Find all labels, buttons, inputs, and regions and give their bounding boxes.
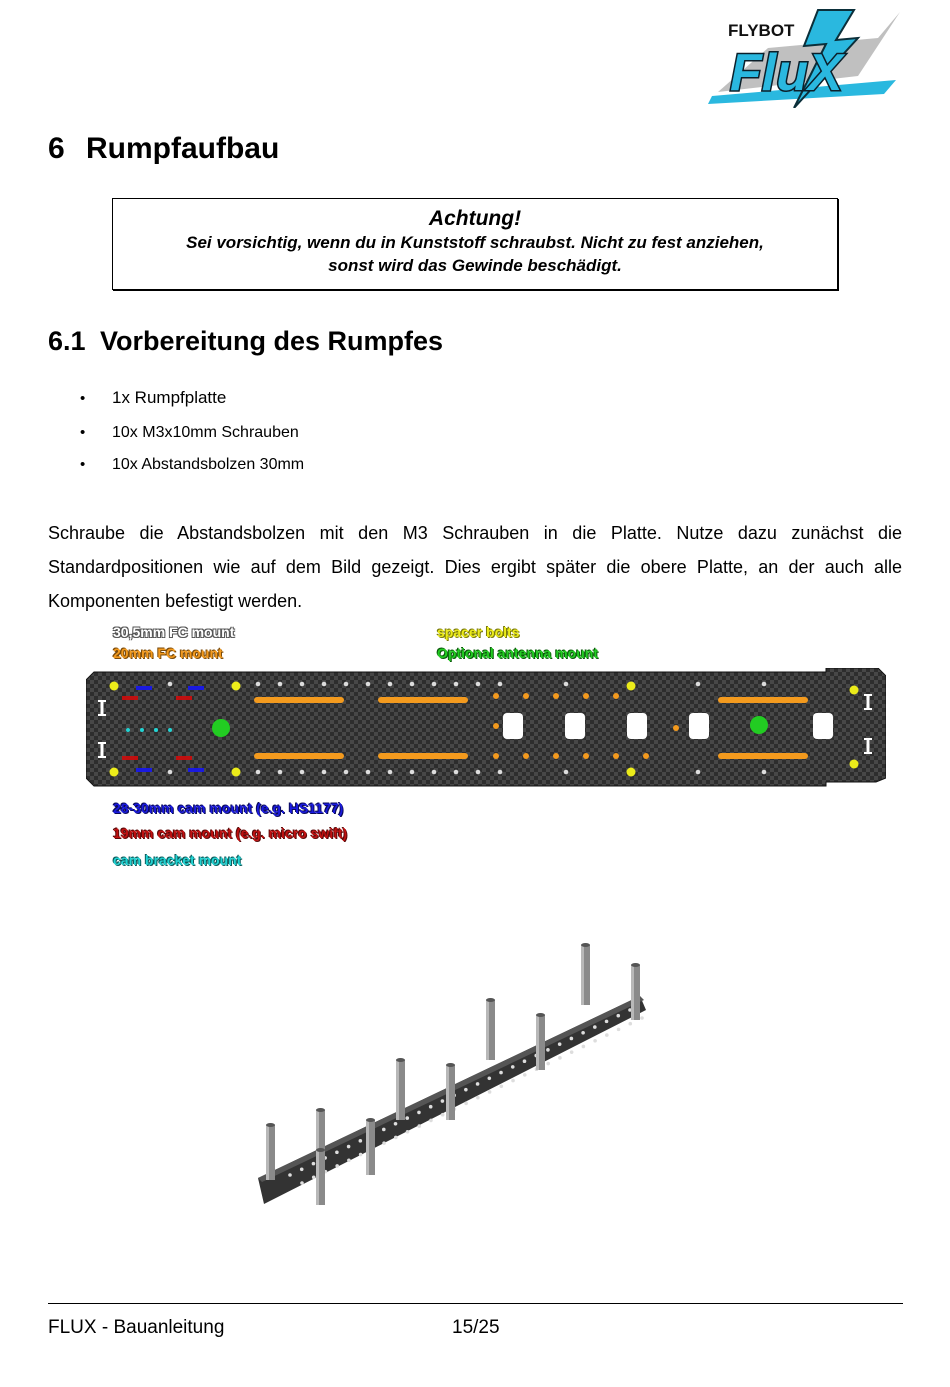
render-hole <box>429 1119 433 1123</box>
page-number: 15/25 <box>452 1317 500 1338</box>
fc20-hole <box>523 693 529 699</box>
render-hole <box>617 1028 621 1032</box>
render-hole <box>523 1059 527 1063</box>
bracket-hole <box>154 728 158 732</box>
render-hole <box>335 1150 339 1154</box>
hole <box>696 682 701 687</box>
render-hole <box>476 1082 480 1086</box>
section-title: Rumpfaufbau <box>86 132 280 165</box>
hole <box>564 770 569 775</box>
render-hole <box>511 1079 515 1083</box>
frame-plate-3d-render <box>250 920 660 1210</box>
spacer-bolt <box>446 1063 455 1067</box>
render-hole <box>570 1037 574 1041</box>
fc20-slot <box>254 753 344 759</box>
render-hole <box>441 1113 445 1117</box>
hole <box>300 682 305 687</box>
hole <box>762 770 767 775</box>
spacer-bolt <box>396 1060 399 1120</box>
frame-plate-top-view <box>86 668 886 790</box>
cutout <box>565 713 585 739</box>
hole <box>498 682 503 687</box>
render-hole <box>488 1090 492 1094</box>
cutout <box>627 713 647 739</box>
bullet-icon: • <box>80 424 86 441</box>
list-item-text: 10x Abstandsbolzen 30mm <box>112 456 305 473</box>
fc30-mount <box>98 714 106 716</box>
bracket-hole <box>140 728 144 732</box>
fc30-mount <box>98 756 106 758</box>
render-hole <box>488 1076 492 1080</box>
fc20-hole <box>523 753 529 759</box>
spacer-bolt <box>316 1108 325 1112</box>
fc20-slot <box>378 753 468 759</box>
render-hole <box>499 1071 503 1075</box>
cam28-mount <box>136 768 152 772</box>
antenna-hole <box>750 716 768 734</box>
cam19-mount <box>176 696 192 700</box>
warning-line-2: sonst wird das Gewinde beschädigt. <box>328 256 622 275</box>
render-hole <box>417 1124 421 1128</box>
spacer-bolts <box>266 943 640 1205</box>
spacer-bolt <box>486 1000 489 1060</box>
hole <box>410 682 415 687</box>
hole <box>454 682 459 687</box>
svg-text:FluX: FluX <box>730 44 843 102</box>
spacer-bolt <box>581 945 584 1005</box>
svg-text:FLYBOT: FLYBOT <box>728 21 795 40</box>
render-hole <box>581 1031 585 1035</box>
fc20-hole <box>493 693 499 699</box>
list-item-text: 1x Rumpfplatte <box>112 388 227 407</box>
hole <box>762 682 767 687</box>
fc20-slot <box>254 697 344 703</box>
fc20-slot <box>378 697 468 703</box>
render-hole <box>405 1116 409 1120</box>
fc30-mount <box>867 738 870 754</box>
render-hole <box>382 1128 386 1132</box>
render-hole <box>464 1102 468 1106</box>
render-hole <box>394 1122 398 1126</box>
render-hole <box>546 1062 550 1066</box>
bracket-hole <box>168 728 172 732</box>
render-hole <box>511 1065 515 1069</box>
cutout <box>503 713 523 739</box>
fc30-mount <box>101 742 104 758</box>
render-hole <box>288 1173 292 1177</box>
spacer-bolt <box>366 1118 375 1122</box>
spacer-hole <box>850 686 859 695</box>
hole <box>476 682 481 687</box>
spacer-hole <box>850 760 859 769</box>
render-hole <box>300 1168 304 1172</box>
render-hole <box>417 1111 421 1115</box>
hole <box>322 682 327 687</box>
hole <box>322 770 327 775</box>
label-19mm-cam-mount: 19mm cam mount (e.g. micro swift) <box>113 825 348 841</box>
fc20-hole <box>583 753 589 759</box>
render-hole <box>546 1048 550 1052</box>
hole <box>388 770 393 775</box>
render-hole <box>500 1084 504 1088</box>
render-hole <box>347 1145 351 1149</box>
fc20-hole <box>583 693 589 699</box>
hole <box>498 770 503 775</box>
hole <box>564 682 569 687</box>
subsection-heading <box>48 326 443 357</box>
spacer-bolt <box>536 1015 539 1070</box>
spacer-bolt <box>631 963 640 967</box>
fc30-mount <box>864 752 872 754</box>
cam19-mount <box>122 756 138 760</box>
cam28-mount <box>188 686 204 690</box>
spacer-hole <box>627 768 636 777</box>
fc20-hole <box>553 693 559 699</box>
flux-logo <box>708 8 904 108</box>
spacer-bolt <box>396 1058 405 1062</box>
hole <box>168 682 173 687</box>
antenna-hole <box>212 719 230 737</box>
hole <box>432 682 437 687</box>
hole <box>454 770 459 775</box>
warning-line-1: Sei vorsichtig, wenn du in Kunststoff schraubst. Nicht zu fest anziehen, <box>186 233 764 252</box>
hole <box>366 770 371 775</box>
fc20-hole <box>553 753 559 759</box>
fc30-mount <box>864 694 872 696</box>
section-heading <box>48 132 279 166</box>
bracket-hole <box>126 728 130 732</box>
hole <box>476 770 481 775</box>
fc30-mount <box>98 742 106 744</box>
cam19-mount <box>176 756 192 760</box>
spacer-bolt <box>486 998 495 1002</box>
subsection-number: 6.1 <box>48 326 86 356</box>
hole <box>256 682 261 687</box>
instruction-paragraph: Schraube die Abstandsbolzen mit den M3 Schrauben in die Platte. Nutze dazu zunächst die Standardpositionen wie auf dem Bild gezeigt. Dies ergibt später die obere Platte, an der auch alle Komponenten befestigt werden. <box>48 523 902 611</box>
fc20-slot <box>718 697 808 703</box>
render-hole <box>394 1136 398 1140</box>
fc20-hole <box>673 725 679 731</box>
spacer-hole <box>232 768 241 777</box>
render-hole <box>558 1056 562 1060</box>
label-30mm-fc-mount: 30,5mm FC mount <box>113 624 235 640</box>
render-hole <box>593 1025 597 1029</box>
render-hole <box>312 1162 316 1166</box>
fc30-mount <box>864 708 872 710</box>
fc20-hole <box>493 753 499 759</box>
fc20-hole <box>643 753 649 759</box>
cutout <box>689 713 709 739</box>
render-hole <box>476 1096 480 1100</box>
hole <box>256 770 261 775</box>
label-20mm-fc-mount: 20mm FC mount <box>113 645 223 661</box>
subsection-title: Vorbereitung des Rumpfes <box>100 326 444 356</box>
footer-title: FLUX - Bauanleitung <box>48 1317 225 1338</box>
spacer-bolt <box>266 1125 269 1180</box>
render-hole <box>359 1139 363 1143</box>
render-hole <box>523 1073 527 1077</box>
render-hole <box>605 1020 609 1024</box>
render-hole <box>570 1050 574 1054</box>
label-spacer-bolts: spacer bolts <box>437 624 520 640</box>
list-item <box>80 388 226 408</box>
hole <box>410 770 415 775</box>
footer-rule <box>48 1303 903 1304</box>
render-hole <box>616 1014 620 1018</box>
spacer-bolt <box>446 1065 449 1120</box>
hole <box>300 770 305 775</box>
list-item <box>80 424 299 442</box>
spacer-hole <box>627 682 636 691</box>
hole <box>388 682 393 687</box>
spacer-bolt <box>581 943 590 947</box>
render-hole <box>429 1105 433 1109</box>
fc20-hole <box>493 723 499 729</box>
spacer-bolt <box>536 1013 545 1017</box>
hole <box>344 770 349 775</box>
render-hole <box>312 1176 316 1180</box>
bullet-icon: • <box>80 456 86 473</box>
spacer-bolt <box>266 1123 275 1127</box>
render-hole <box>605 1033 609 1037</box>
section-number: 6 <box>48 132 65 165</box>
render-hole <box>300 1181 304 1185</box>
fc20-hole <box>613 753 619 759</box>
render-hole <box>558 1042 562 1046</box>
hole <box>696 770 701 775</box>
render-hole <box>382 1141 386 1145</box>
hole <box>278 770 283 775</box>
label-cam-bracket-mount: cam bracket mount <box>113 852 242 868</box>
render-hole <box>582 1045 586 1049</box>
label-antenna-mount: Optional antenna mount <box>437 645 598 661</box>
render-hole <box>593 1039 597 1043</box>
spacer-bolt <box>631 965 634 1020</box>
render-hole <box>347 1158 351 1162</box>
spacer-hole <box>110 768 119 777</box>
warning-title: Achtung! <box>428 207 522 230</box>
hole <box>432 770 437 775</box>
spacer-bolt <box>316 1148 325 1152</box>
hole <box>278 682 283 687</box>
spacer-hole <box>110 682 119 691</box>
bullet-icon: • <box>80 390 86 407</box>
cam28-mount <box>136 686 152 690</box>
fc30-mount <box>864 738 872 740</box>
render-hole <box>359 1153 363 1157</box>
hole <box>168 770 173 775</box>
hole <box>344 682 349 687</box>
spacer-bolt <box>316 1150 319 1205</box>
spacer-hole <box>232 682 241 691</box>
render-hole <box>441 1099 445 1103</box>
list-item-text: 10x M3x10mm Schrauben <box>112 424 299 441</box>
render-hole <box>640 1016 644 1020</box>
render-hole <box>464 1088 468 1092</box>
warning-box <box>112 198 838 290</box>
cam28-mount <box>188 768 204 772</box>
label-28mm-cam-mount: 28-30mm cam mount (e.g. HS1177) <box>113 800 344 816</box>
fc30-mount <box>867 694 870 710</box>
fc30-mount <box>101 700 104 716</box>
fc20-hole <box>613 693 619 699</box>
fc30-mount <box>98 700 106 702</box>
spacer-bolt <box>366 1120 369 1175</box>
render-hole <box>406 1130 410 1134</box>
hole <box>366 682 371 687</box>
list-item <box>80 456 304 474</box>
cutout <box>813 713 833 739</box>
render-hole <box>335 1164 339 1168</box>
cam19-mount <box>122 696 138 700</box>
render-hole <box>628 1022 632 1026</box>
fc20-slot <box>718 753 808 759</box>
